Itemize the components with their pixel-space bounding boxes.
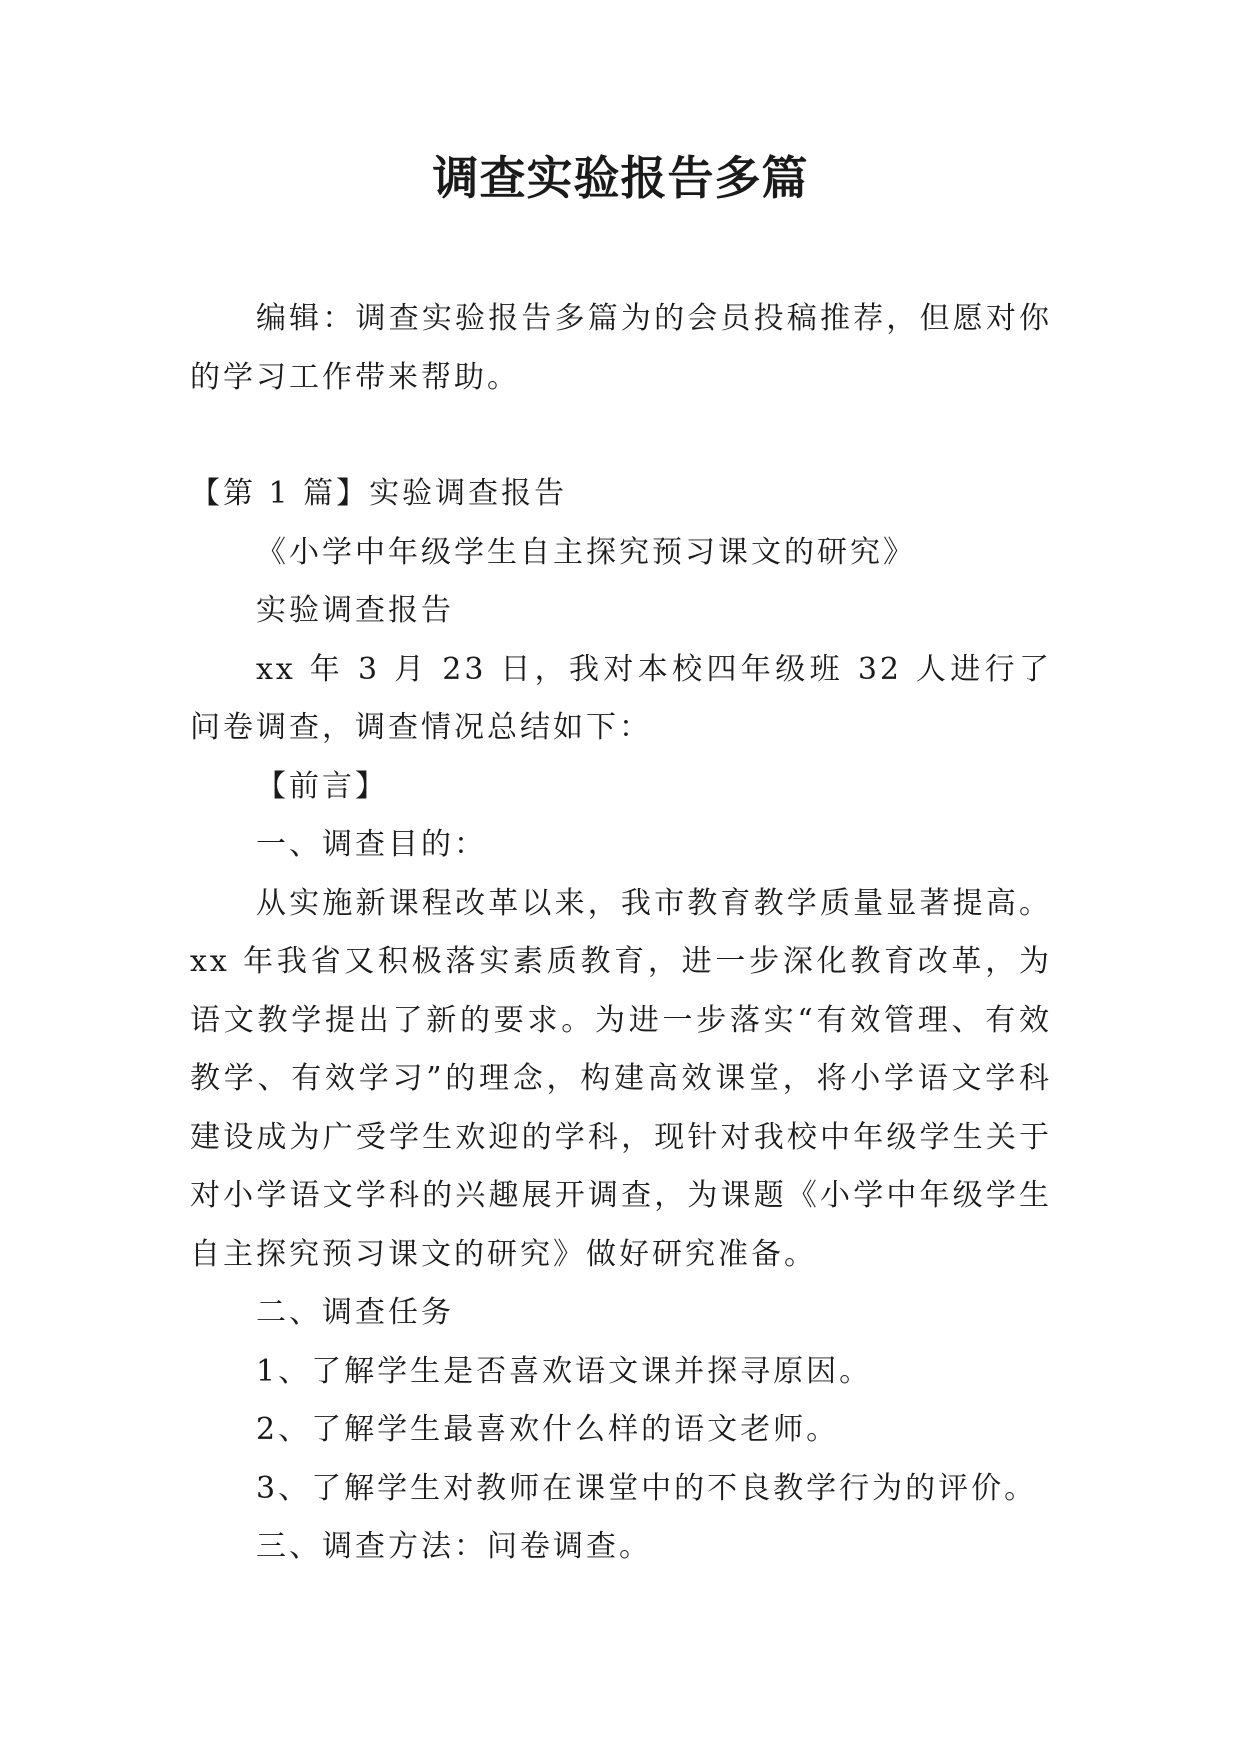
purpose-heading: 一、调查目的：: [256, 827, 487, 862]
report-label: 实验调查报告: [256, 593, 454, 628]
task-item: 3、了解学生对教师在课堂中的不良教学行为的评价。: [256, 1470, 1038, 1506]
method-heading: 三、调查方法：问卷调查。: [256, 1529, 652, 1564]
task-item: 1、了解学生是否喜欢语文课并探寻原因。: [256, 1353, 873, 1389]
document-title: 调查实验报告多篇: [432, 151, 809, 205]
intro-paragraph: xx 年 3 月 23 日，我对本校四年级班 32 人进行了问卷调查，调查情况总结如下：: [190, 651, 1052, 745]
section-heading: 【第 1 篇】实验调查报告: [190, 476, 568, 511]
preface-heading: 【前言】: [256, 768, 388, 804]
purpose-paragraph: 从实施新课程改革以来，我市教育教学质量显著提高。xx 年我省又积极落实素质教育，进一步深化教育改革，为语文教学提出了新的要求。为进一步落实“有效管理、有效教学、有效学习”的理念，构建高效课堂，将小学语文学科建设成为广受学生欢迎的学科，现针对我校中年级学生关于对小学语文学科的兴趣展开调查，为课题《小学中年级学生自主探究预习课文的研究》做好研究准备。: [190, 885, 1052, 1272]
editor-note: 编辑：调查实验报告多篇为的会员投稿推荐，但愿对你的学习工作带来帮助。: [190, 301, 1052, 395]
document-body: [190, 290, 1052, 1577]
subject-title: 《小学中年级学生自主探究预习课文的研究》: [256, 534, 916, 570]
tasks-heading: 二、调查任务: [256, 1295, 454, 1330]
task-item: 2、了解学生最喜欢什么样的语文老师。: [256, 1412, 840, 1447]
